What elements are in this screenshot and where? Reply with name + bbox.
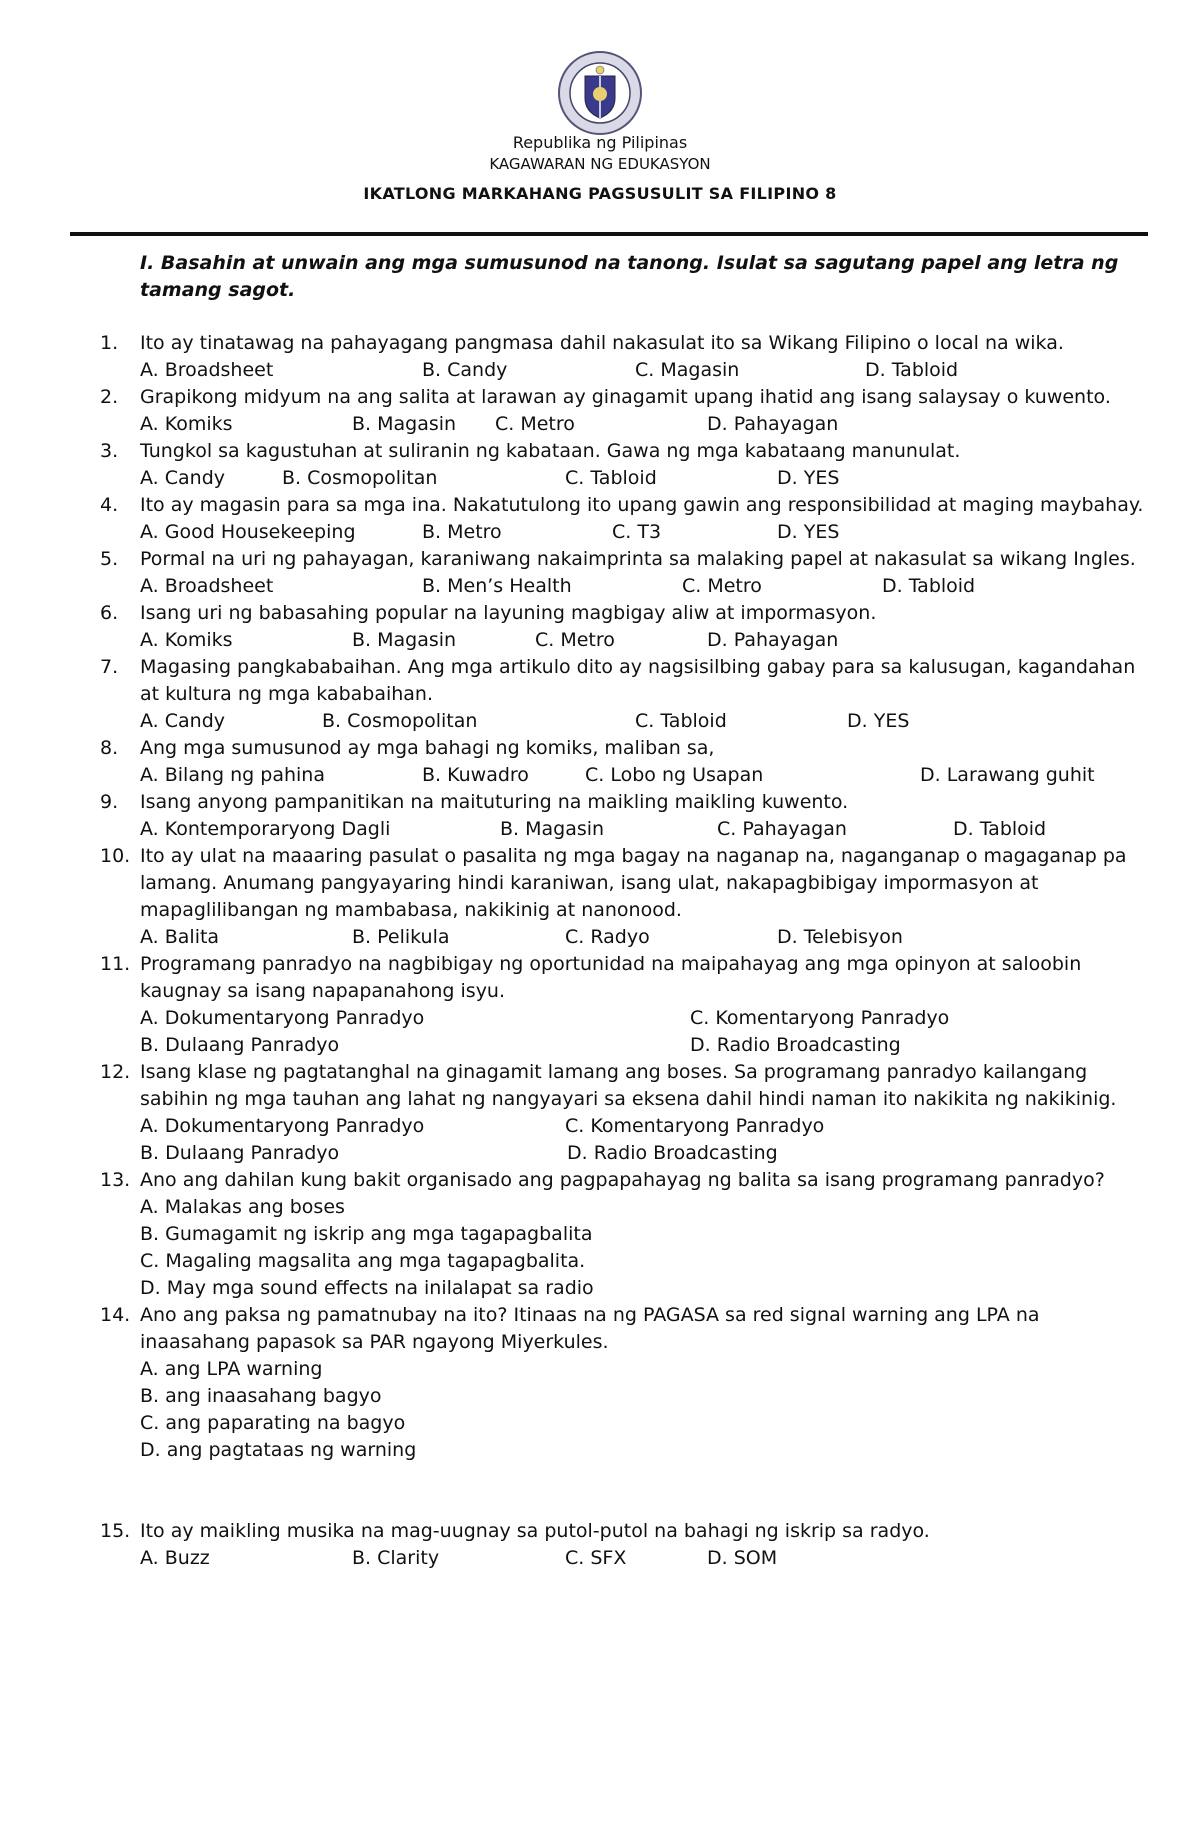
exam-title: IKATLONG MARKAHANG PAGSUSULIT SA FILIPINO 8 <box>363 184 837 203</box>
option-row <box>140 1005 1150 1032</box>
question-item <box>100 492 1150 546</box>
question-text: Isang anyong pampanitikan na maituturing na maikling maikling kuwento. <box>140 791 849 813</box>
option-c: C. Metro <box>682 575 762 597</box>
question-item <box>100 1059 1150 1167</box>
question-text: Ito ay maikling musika na mag-uugnay sa putol-putol na bahagi ng iskrip sa radyo. <box>140 1520 930 1542</box>
option-row <box>140 924 1150 951</box>
option-a: A. Candy <box>140 467 225 489</box>
option-d: D. Tabloid <box>882 575 976 597</box>
option-b: B. Magasin <box>352 413 457 435</box>
option-c: C. Komentaryong Panradyo <box>690 1007 950 1029</box>
question-text: Ang mga sumusunod ay mga bahagi ng komiks, maliban sa, <box>140 737 715 759</box>
option-a: A. Balita <box>140 926 220 948</box>
question-text: Ano ang dahilan kung bakit organisado ang pagpapahayag ng balita sa isang programang panradyo? <box>140 1169 1105 1191</box>
option-d: D. ang pagtataas ng warning <box>140 1439 417 1461</box>
option-b: B. Kuwadro <box>422 764 529 786</box>
option-c: C. Komentaryong Panradyo <box>565 1115 825 1137</box>
header-divider <box>70 232 1148 236</box>
question-text: Pormal na uri ng pahayagan, karaniwang nakaimprinta sa malaking papel at nakasulat sa wikang Ingles. <box>140 548 1136 570</box>
option-d: D. SOM <box>707 1547 778 1569</box>
option-b: B. Pelikula <box>352 926 450 948</box>
question-text: Isang klase ng pagtatanghal na ginagamit lamang ang boses. Sa programang panradyo kailangang sabihin ng mga tauhan ang lahat ng nangyayari sa eksena dahil hindi naman ito nakikita ng nakikinig. <box>140 1061 1117 1110</box>
question-item <box>100 654 1150 735</box>
question-number: 9. <box>100 791 119 813</box>
question-item <box>100 1302 1150 1464</box>
option-a: A. Komiks <box>140 413 233 435</box>
question-text: Ito ay tinatawag na pahayagang pangmasa dahil nakasulat ito sa Wikang Filipino o local na wika. <box>140 332 1064 354</box>
question-item <box>100 546 1150 600</box>
option-c: C. Tabloid <box>635 710 727 732</box>
question-number: 14. <box>100 1304 131 1326</box>
option-c: C. T3 <box>612 521 662 543</box>
question-number: 6. <box>100 602 119 624</box>
question-number: 15. <box>100 1520 131 1542</box>
option-b: B. ang inaasahang bagyo <box>140 1385 382 1407</box>
option-a: A. Komiks <box>140 629 233 651</box>
spacer <box>100 1464 1150 1518</box>
question-number: 11. <box>100 953 131 975</box>
question-item <box>100 330 1150 384</box>
question-number: 5. <box>100 548 119 570</box>
question-number: 1. <box>100 332 119 354</box>
option-b: B. Dulaang Panradyo <box>140 1142 340 1164</box>
question-item <box>100 384 1150 438</box>
question-item <box>100 735 1150 789</box>
option-c: C. SFX <box>565 1547 627 1569</box>
option-c: C. Radyo <box>565 926 650 948</box>
question-text: Grapikong midyum na ang salita at larawan ay ginagamit upang ihatid ang isang salaysay o kuwento. <box>140 386 1111 408</box>
question-number: 12. <box>100 1061 131 1083</box>
question-text: Ano ang paksa ng pamatnubay na ito? Itinaas na ng PAGASA sa red signal warning ang LPA na inaasahang papasok sa PAR ngayong Miyerkules. <box>140 1304 1040 1353</box>
option-c: C. Metro <box>495 413 575 435</box>
option-row <box>140 411 1150 438</box>
option-d: D. Pahayagan <box>707 413 839 435</box>
option-b: B. Magasin <box>500 818 605 840</box>
option-row <box>140 1032 1150 1059</box>
option-d: D. Larawang guhit <box>920 764 1095 786</box>
option-b: B. Gumagamit ng iskrip ang mga tagapagbalita <box>140 1223 593 1245</box>
option-b: B. Clarity <box>352 1547 440 1569</box>
question-number: 7. <box>100 656 119 678</box>
option-c: C. Lobo ng Usapan <box>585 764 764 786</box>
option-row <box>140 816 1150 843</box>
option-b: B. Candy <box>422 359 508 381</box>
option-row <box>140 708 1150 735</box>
option-row <box>140 1545 1150 1572</box>
question-text: Tungkol sa kagustuhan at suliranin ng kabataan. Gawa ng mga kabataang manunulat. <box>140 440 961 462</box>
option-b: B. Metro <box>422 521 502 543</box>
question-text: Ito ay ulat na maaaring pasulat o pasalita ng mga bagay na naganap na, naganganap o magaganap pa lamang. Anumang pangyayaring hindi karaniwan, isang ulat, nakapagbibigay impormasyon at mapaglilibangan ng mambabasa, nakikinig at nanonood. <box>140 845 1127 921</box>
option-a: A. Bilang ng pahina <box>140 764 325 786</box>
option-row <box>140 762 1150 789</box>
question-number: 10. <box>100 845 131 867</box>
option-row <box>140 1113 1150 1140</box>
option-a: A. ang LPA warning <box>140 1358 323 1380</box>
question-text: Isang uri ng babasahing popular na layuning magbigay aliw at impormasyon. <box>140 602 877 624</box>
header <box>0 50 1200 136</box>
option-d: D. May mga sound effects na inilalapat sa radio <box>140 1277 594 1299</box>
question-item <box>100 789 1150 843</box>
option-c: C. Magaling magsalita ang mga tagapagbalita. <box>140 1250 586 1272</box>
option-b: B. Men’s Health <box>422 575 572 597</box>
question-number: 13. <box>100 1169 131 1191</box>
option-a: A. Broadsheet <box>140 575 274 597</box>
question-item <box>100 1518 1150 1572</box>
option-b: B. Cosmopolitan <box>282 467 438 489</box>
option-a: A. Buzz <box>140 1547 210 1569</box>
question-list <box>100 330 1150 1572</box>
question-text: Ito ay magasin para sa mga ina. Nakatutulong ito upang gawin ang responsibilidad at maging maybahay. <box>140 494 1144 516</box>
question-number: 2. <box>100 386 119 408</box>
option-row <box>140 573 1150 600</box>
question-text: Magasing pangkababaihan. Ang mga artikulo dito ay nagsisilbing gabay para sa kalusugan, kagandahan at kultura ng mga kababaihan. <box>140 656 1136 705</box>
option-c: C. Metro <box>535 629 615 651</box>
option-d: D. Pahayagan <box>707 629 839 651</box>
option-b: B. Magasin <box>352 629 457 651</box>
option-row <box>140 357 1150 384</box>
option-c: C. Magasin <box>635 359 740 381</box>
question-number: 4. <box>100 494 119 516</box>
option-d: D. YES <box>847 710 910 732</box>
option-c: C. Tabloid <box>565 467 657 489</box>
option-d: D. YES <box>777 467 840 489</box>
option-a: A. Candy <box>140 710 225 732</box>
option-d: D. Radio Broadcasting <box>567 1142 778 1164</box>
option-d: D. YES <box>777 521 840 543</box>
option-b: B. Cosmopolitan <box>322 710 478 732</box>
option-a: A. Kontemporaryong Dagli <box>140 818 391 840</box>
option-d: D. Radio Broadcasting <box>690 1034 901 1056</box>
option-row <box>140 627 1150 654</box>
option-a: A. Dokumentaryong Panradyo <box>140 1115 425 1137</box>
option-d: D. Tabloid <box>865 359 959 381</box>
option-a: A. Dokumentaryong Panradyo <box>140 1007 425 1029</box>
question-item <box>100 600 1150 654</box>
option-d: D. Tabloid <box>953 818 1047 840</box>
option-b: B. Dulaang Panradyo <box>140 1034 340 1056</box>
question-number: 8. <box>100 737 119 759</box>
department-label: KAGAWARAN NG EDUKASYON <box>489 155 711 173</box>
deped-seal-icon <box>557 50 643 136</box>
option-c: C. Pahayagan <box>717 818 847 840</box>
question-item <box>100 843 1150 951</box>
option-a: A. Malakas ang boses <box>140 1196 345 1218</box>
option-row <box>140 1140 1150 1167</box>
option-a: A. Good Housekeeping <box>140 521 356 543</box>
question-number: 3. <box>100 440 119 462</box>
option-c: C. ang paparating na bagyo <box>140 1412 406 1434</box>
question-text: Programang panradyo na nagbibigay ng oportunidad na maipahayag ang mga opinyon at saloobin kaugnay sa isang napapanahong isyu. <box>140 953 1082 1002</box>
option-a: A. Broadsheet <box>140 359 274 381</box>
instructions: I. Basahin at unwain ang mga sumusunod na tanong. Isulat sa sagutang papel ang letra ng tamang sagot. <box>140 252 1119 301</box>
option-d: D. Telebisyon <box>777 926 903 948</box>
option-row <box>140 519 1150 546</box>
question-item <box>100 1167 1150 1302</box>
question-item <box>100 438 1150 492</box>
option-row <box>140 465 1150 492</box>
question-item <box>100 951 1150 1059</box>
republic-label: Republika ng Pilipinas <box>512 133 688 152</box>
